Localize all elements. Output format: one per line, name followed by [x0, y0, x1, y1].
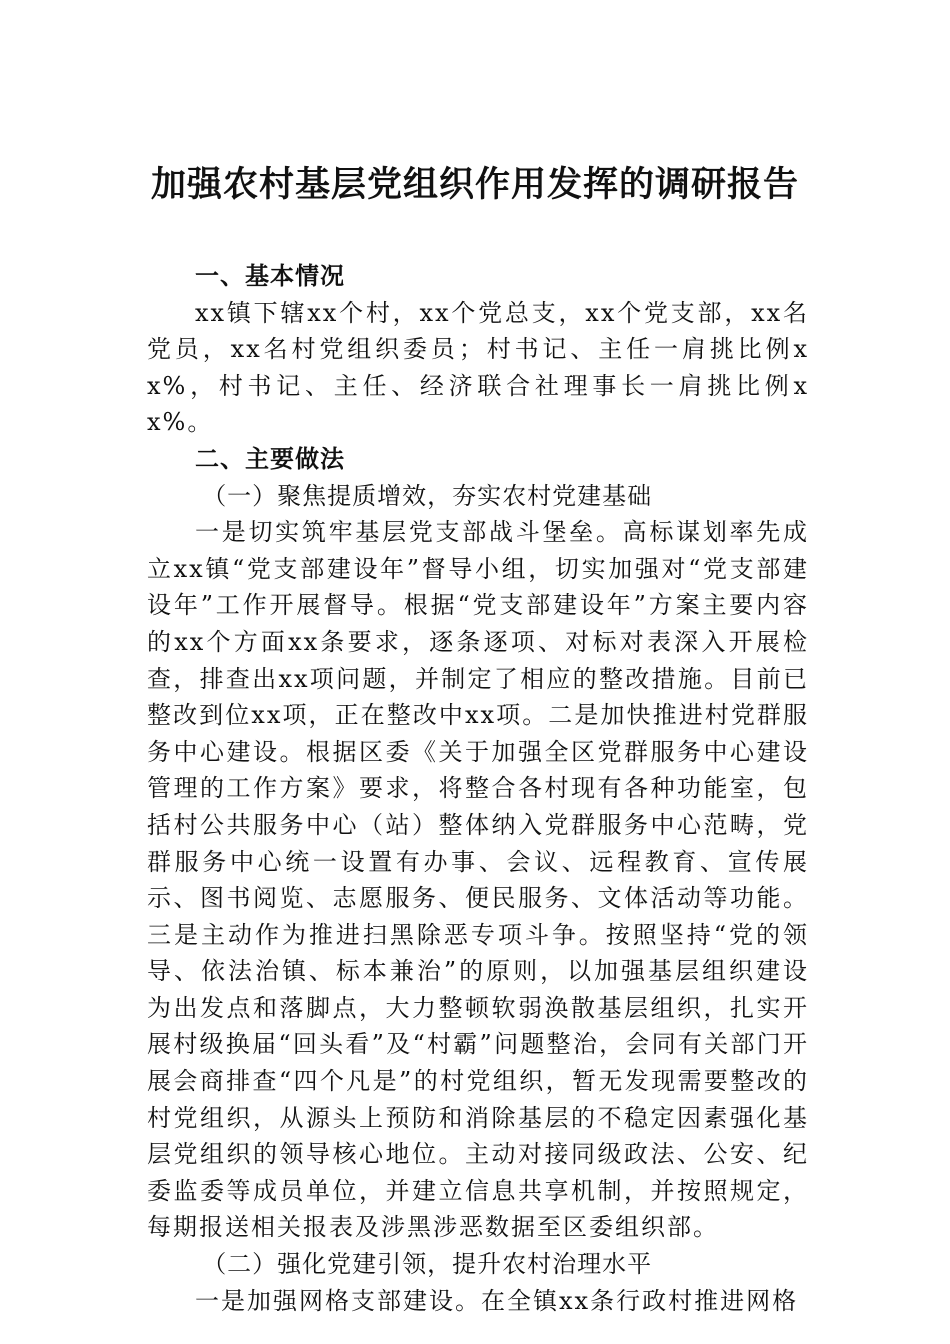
paragraph-subsection-2: 一是加强网格支部建设。在全镇xx条行政村推进网格 [195, 1286, 799, 1315]
subsection-heading-2: （二）强化党建引领，提升农村治理水平 [202, 1250, 653, 1279]
section-heading-basic-situation: 一、基本情况 [195, 261, 345, 290]
subsection-heading-1: （一）聚焦提质增效，夯实农村党建基础 [202, 481, 653, 510]
section-heading-main-practices: 二、主要做法 [195, 443, 345, 473]
paragraph-basic-situation: xx镇下辖xx个村，xx个党总支，xx个党支部，xx名党员，xx名村党组织委员；村书记、主任一肩挑比例xx%，村书记、主任、经济联合社理事长一肩挑比例xx%。 [147, 298, 809, 437]
document-title: 加强农村基层党组织作用发挥的调研报告 [150, 164, 799, 205]
document-body [147, 258, 809, 1319]
paragraph-subsection-1: 一是切实筑牢基层党支部战斗堡垒。高标谋划率先成立xx镇“党支部建设年”督导小组，切实加强对“党支部建设年”工作开展督导。根据“党支部建设年”方案主要内容的xx个方面xx条要求，逐条逐项、对标对表深入开展检查，排查出xx项问题，并制定了相应的整改措施。目前已整改到位xx项，正在整改中xx项。二是加快推进村党群服务中心建设。根据区委《关于加强全区党群服务中心建设管理的工作方案》要求，将整合各村现有各种功能室，包括村公共服务中心（站）整体纳入党群服务中心范畴，党群服务中心统一设置有办事、会议、远程教育、宣传展示、图书阅览、志愿服务、便民服务、文体活动等功能。三是主动作为推进扫黑除恶专项斗争。按照坚持“党的领导、依法治镇、标本兼治”的原则，以加强基层组织建设为出发点和落脚点，大力整顿软弱涣散基层组织，扎实开展村级换届“回头看”及“村霸”问题整治，会同有关部门开展会商排查“四个凡是”的村党组织，暂无发现需要整改的村党组织，从源头上预防和消除基层的不稳定因素强化基层党组织的领导核心地位。主动对接同级政法、公安、纪委监委等成员单位，并建立信息共享机制，并按照规定，每期报送相关报表及涉黑涉恶数据至区委组织部。 [147, 518, 809, 1242]
